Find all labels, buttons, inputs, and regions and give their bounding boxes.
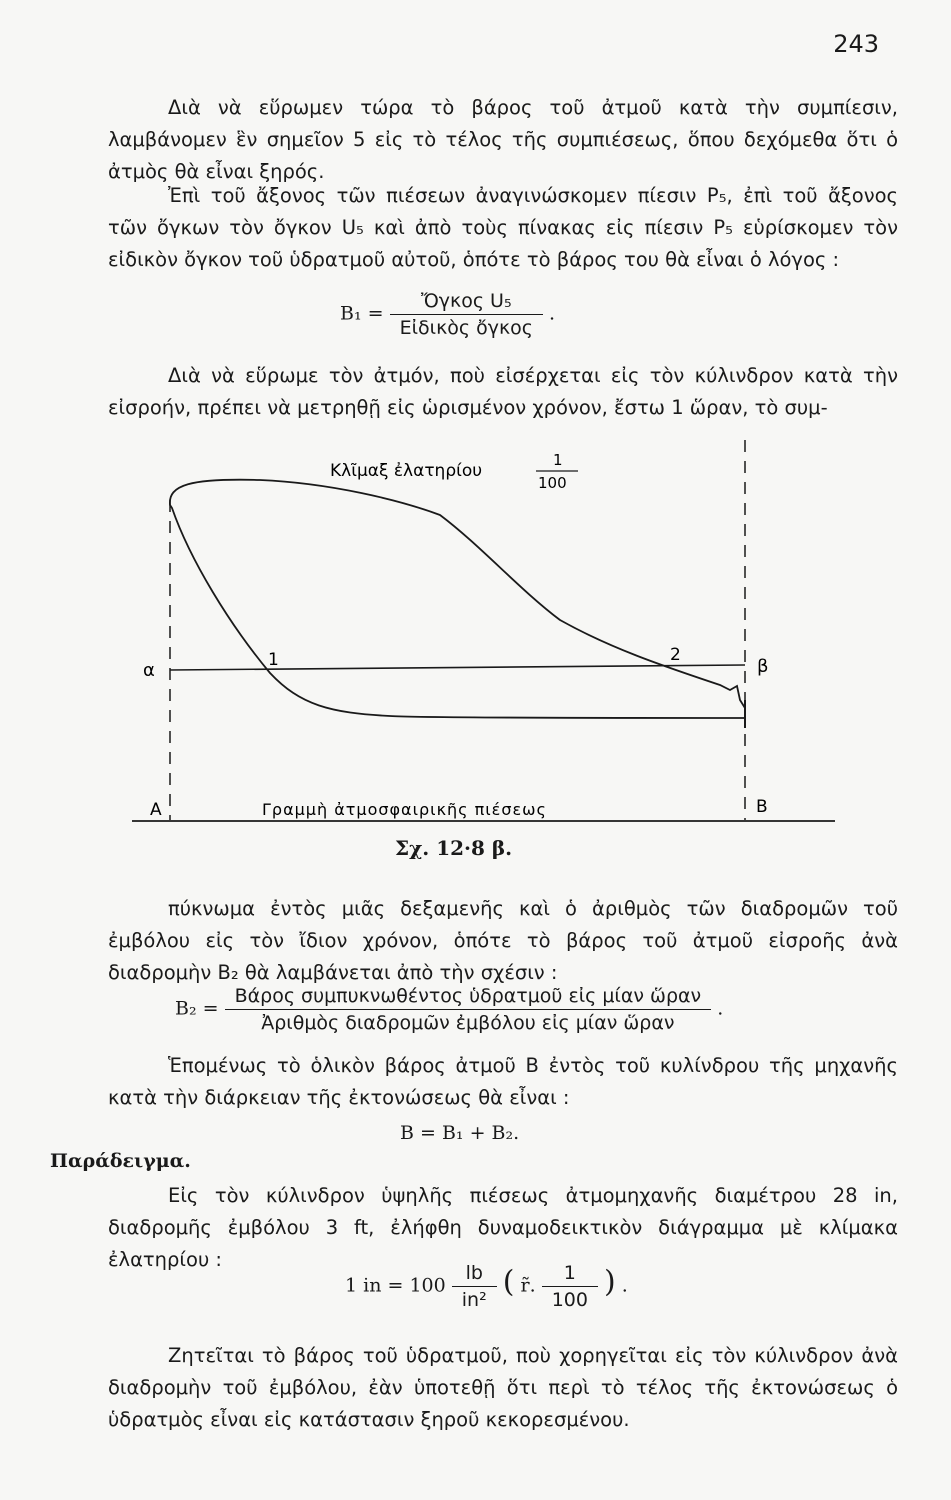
- formula-b2: [175, 985, 723, 1034]
- scale-unit-numerator: lb: [452, 1262, 497, 1287]
- formula-b1-numerator: Ὄγκος U₅: [390, 290, 543, 315]
- atmospheric-line-label: Γραμμὴ ἀτμοσφαιρικῆς πιέσεως: [262, 800, 547, 819]
- formula-b2-denominator: Ἀριθμὸς διαδρομῶν ἐμβόλου εἰς μίαν ὥραν: [261, 1012, 675, 1034]
- label-beta: β: [757, 656, 769, 677]
- formula-b-total: B = B₁ + B₂.: [400, 1122, 520, 1144]
- paren-close: ): [604, 1264, 616, 1300]
- line-alpha-beta: [170, 665, 745, 670]
- scale-ratio-numerator: 1: [542, 1262, 598, 1287]
- example-heading: Παράδειγμα.: [50, 1150, 191, 1172]
- formula-b1-end: .: [548, 302, 556, 325]
- formula-b1-denominator: Εἰδικὸς ὄγκος: [399, 317, 533, 339]
- paragraph-example: Εἰς τὸν κύλινδρον ὑψηλῆς πιέσεως ἀτμομηχανῆς διαμέτρου 28 in, διαδρομῆς ἐμβόλου 3 ft, ἐλήφθη δυναμοδεικτικὸν διάγραμμα μὲ κλίμακα ἐλατηρίου :: [108, 1184, 898, 1271]
- formula-b2-fraction: [225, 985, 712, 1034]
- scale-end: .: [621, 1274, 628, 1297]
- formula-b2-lhs: B₂ =: [175, 997, 219, 1020]
- paren-open: (: [502, 1264, 515, 1300]
- figure-caption: Σχ. 12·8 β.: [395, 836, 513, 860]
- label-alpha: α: [143, 660, 155, 681]
- scale-ratio-fraction: [542, 1262, 598, 1311]
- point-1-label: 1: [268, 650, 279, 670]
- paragraph-condensate: πύκνωμα ἐντὸς μιᾶς δεξαμενῆς καὶ ὁ ἀριθμὸς τῶν διαδρομῶν τοῦ ἐμβόλου εἰς τὸν ἴδιον χρόνον, ὁπότε τὸ βάρος τοῦ ἀτμοῦ εἰσροῆς ἀνὰ διαδρομὴν B₂ θὰ λαμβάνεται ἀπὸ τὴν σχέσιν :: [108, 897, 898, 984]
- formula-b1-lhs: B₁ =: [340, 302, 384, 325]
- paragraph-compression: Διὰ νὰ εὕρωμεν τώρα τὸ βάρος τοῦ ἀτμοῦ κατὰ τὴν συμπίεσιν, λαμβάνομεν ἓν σημεῖον 5 εἰς τὸ τέλος τῆς συμπιέσεως, ὅπου δεχόμεθα ὅτι ὁ ἀτμὸς θὰ εἶναι ξηρός.: [108, 96, 898, 183]
- indicator-loop-curve: [170, 480, 745, 718]
- formula-b2-end: .: [717, 997, 724, 1020]
- paragraph-inflow: Διὰ νὰ εὕρωμε τὸν ἀτμόν, ποὺ εἰσέρχεται εἰς τὸν κύλινδρον κατὰ τὴν εἰσροήν, πρέπει νὰ μετρηθῇ εἰς ὡρισμένον χρόνον, ἔστω 1 ὥραν, τὸ συμ-: [108, 364, 898, 419]
- label-A: A: [150, 800, 162, 820]
- formula-spring-scale: [345, 1262, 628, 1311]
- page-number: 243: [833, 30, 879, 58]
- scale-lhs: 1 in = 100: [345, 1274, 446, 1297]
- paragraph-question: Ζητεῖται τὸ βάρος τοῦ ὑδρατμοῦ, ποὺ χορηγεῖται εἰς τὸν κύλινδρον ἀνὰ διαδρομὴν τοῦ ἐμβόλου, ἐὰν ὑποτεθῇ ὅτι περὶ τὸ τέλος τῆς ἐκτονώσεως ὁ ὑδρατμὸς εἶναι εἰς κατάστασιν ξηροῦ κεκορεσμένου.: [108, 1344, 898, 1431]
- scale-unit-fraction: [452, 1262, 497, 1311]
- scale-denominator: 100: [538, 474, 567, 492]
- formula-b2-numerator: Βάρος συμπυκνωθέντος ὑδρατμοῦ εἰς μίαν ὥραν: [225, 985, 712, 1010]
- scale-numerator: 1: [553, 451, 563, 469]
- point-2-label: 2: [670, 645, 681, 665]
- paragraph-axes: Ἐπὶ τοῦ ἄξονος τῶν πιέσεων ἀναγινώσκομεν πίεσιν P₅, ἐπὶ τοῦ ἄξονος τῶν ὄγκων τὸν ὄγκον U₅ καὶ ἀπὸ τοὺς πίνακας εἰς πίεσιν P₅ εὑρίσκομεν τὸν εἰδικὸν ὄγκον τοῦ ὑδρατμοῦ αὐτοῦ, ὁπότε τὸ βάρος του θὰ εἶναι ὁ λόγος :: [108, 184, 898, 271]
- scale-label: Κλῖμαξ ἐλατηρίου: [330, 461, 483, 481]
- label-B: B: [756, 797, 768, 817]
- paragraph-total-weight: Ἑπομένως τὸ ὁλικὸν βάρος ἀτμοῦ B ἐντὸς τοῦ κυλίνδρου τῆς μηχανῆς κατὰ τὴν διάρκειαν τῆς ἐκτονώσεως θὰ εἶναι :: [108, 1054, 898, 1109]
- scale-ratio-denominator: 100: [551, 1289, 588, 1311]
- scale-mark: r̃.: [520, 1274, 536, 1297]
- scale-unit-denominator: in²: [461, 1289, 487, 1311]
